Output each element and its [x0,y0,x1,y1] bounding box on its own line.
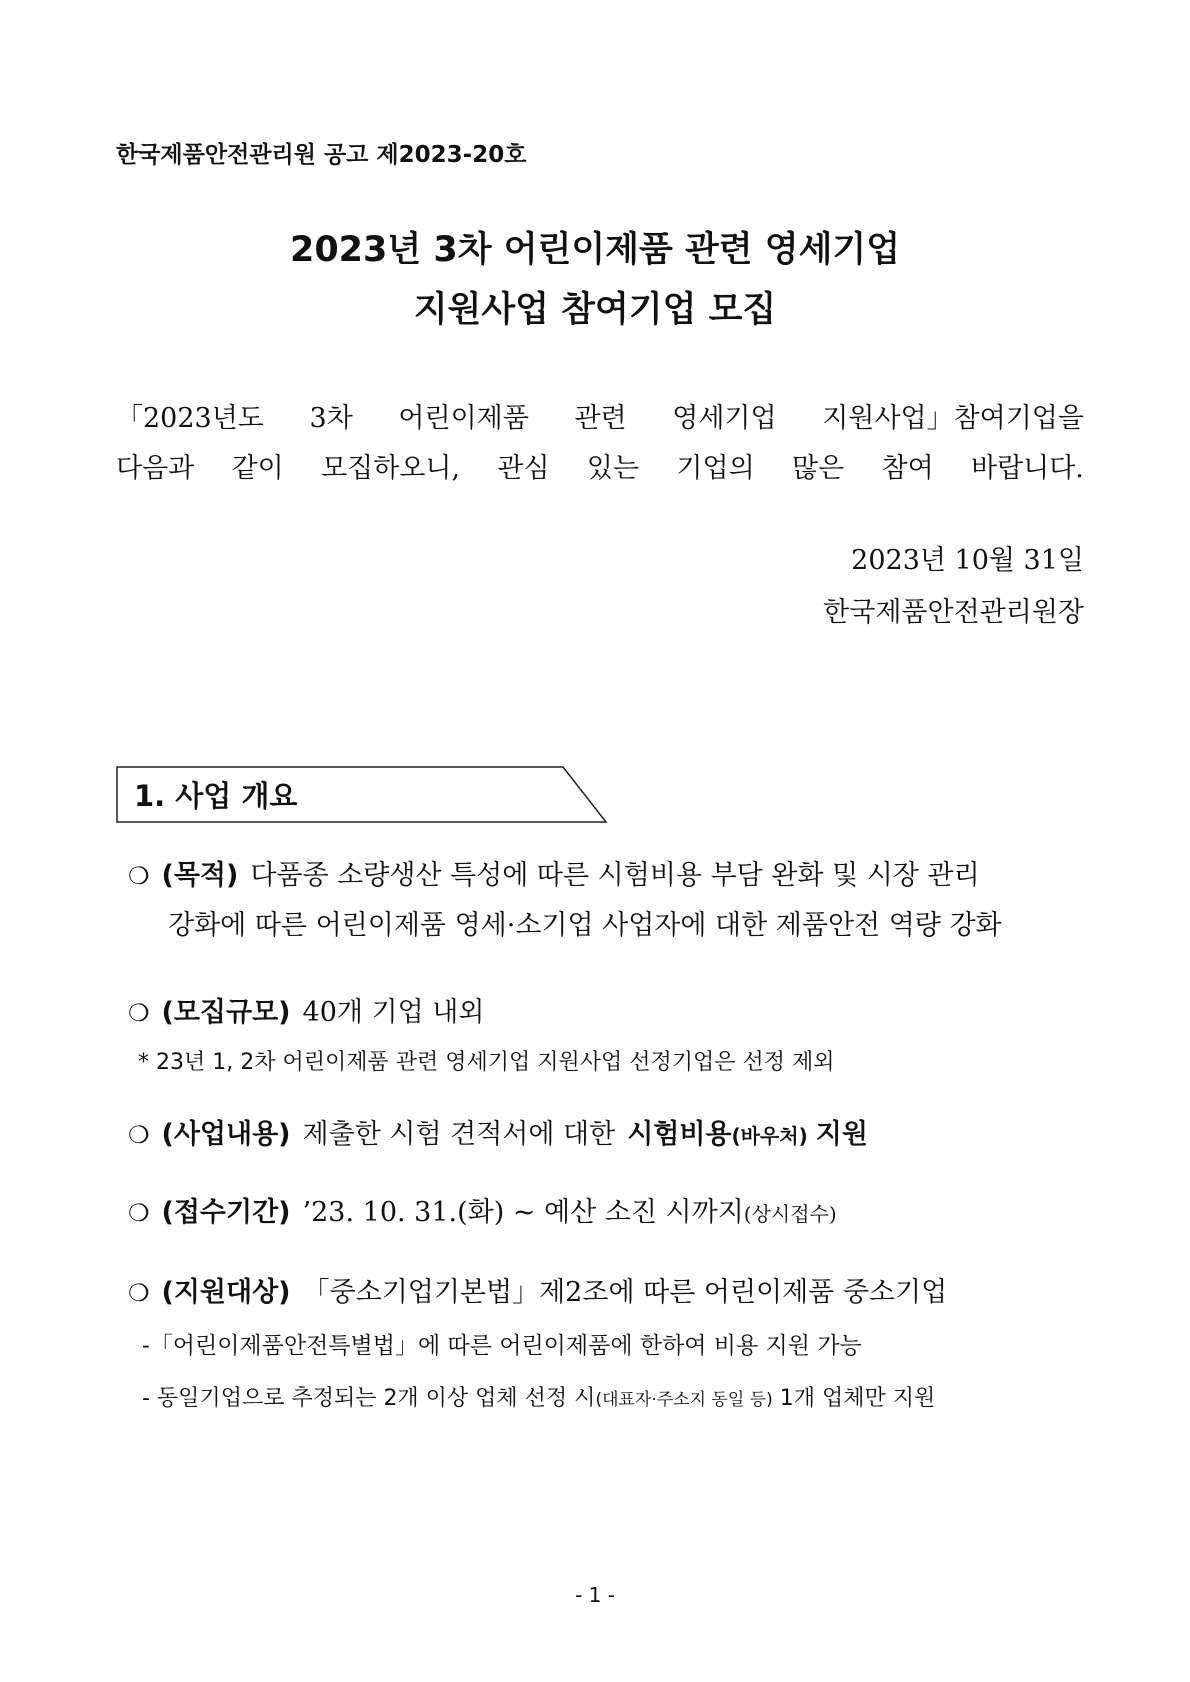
target-sub-2-b: 1개 업체만 지원 [779,1386,936,1411]
intro-word: 어린이제품 [398,403,529,434]
circle-bullet-icon: ❍ [128,999,150,1027]
title-line-2: 지원사업 참여기업 모집 [413,290,777,330]
intro-line-1 [116,396,1084,435]
intro-word: 있는 [586,453,640,484]
intro-word: 참여 [881,453,934,484]
purpose-line-2: 강화에 따른 어린이제품 영세·소기업 사업자에 대한 제품안전 역량 강화 [168,910,1002,941]
intro-word: 관심 [497,453,550,484]
intro-word: 많은 [791,453,845,484]
target-key: (지원대상) [161,1277,291,1308]
content-key: (사업내용) [161,1119,291,1150]
content-item [128,1112,880,1151]
content-emphasis-tail: 지원 [815,1119,868,1150]
intro-word: 같이 [231,453,284,484]
content-text: 제출한 시험 견적서에 대한 [302,1119,616,1150]
intro-word: 3차 [309,403,353,434]
intro-word: 영세기업 [672,403,777,434]
target-item [128,1270,947,1309]
purpose-key: (목적) [161,860,239,891]
circle-bullet-icon: ❍ [128,862,150,890]
title-line-1: 2023년 3차 어린이제품 관련 영세기업 [289,230,901,270]
target-text: 「중소기업기본법」제2조에 따른 어린이제품 중소기업 [302,1277,948,1308]
circle-bullet-icon: ❍ [128,1199,150,1227]
target-sub-1: -「어린이제품안전특별법」에 따른 어린이제품에 한하여 비용 지원 가능 [142,1333,862,1359]
scale-item [128,990,484,1029]
period-small: (상시접수) [743,1202,837,1226]
intro-word: 지원사업」참여기업을 [822,403,1084,434]
content-emphasis-small: (바우처) [731,1124,808,1148]
target-sub-2-small: (대표자·주소지 동일 등) [595,1390,773,1410]
period-item [128,1190,837,1229]
period-key: (접수기간) [161,1197,291,1228]
intro-word: 「2023년도 [116,403,264,434]
section-title: 1. 사업 개요 [134,779,298,813]
intro-word: 기업의 [676,453,755,484]
announcement-number: 한국제품안전관리원 공고 제2023-20호 [116,142,527,168]
intro-word: 바랍니다. [970,453,1084,484]
content-emphasis: 시험비용 [627,1119,732,1150]
scale-text: 40개 기업 내외 [302,997,485,1028]
period-text: ’23. 10. 31.(화) ~ 예산 소진 시까지 [302,1197,744,1228]
scale-key: (모집규모) [161,997,291,1028]
purpose-line-1: 다품종 소량생산 특성에 따른 시험비용 부담 완화 및 시장 관리 [250,860,980,891]
purpose-item [128,853,980,892]
intro-word: 모집하오니, [321,453,461,484]
target-sub-2 [142,1381,935,1412]
page-number: - 1 - [575,1583,615,1607]
scale-note: * 23년 1, 2차 어린이제품 관련 영세기업 지원사업 선정기업은 선정 제외 [138,1050,835,1075]
section-header [116,766,608,824]
circle-bullet-icon: ❍ [128,1121,150,1149]
intro-word: 관련 [574,403,627,434]
issuer-name: 한국제품안전관리원장 [823,597,1084,628]
intro-line-2 [116,446,1084,485]
intro-word: 다음과 [116,453,195,484]
announcement-date: 2023년 10월 31일 [851,545,1084,576]
circle-bullet-icon: ❍ [128,1279,150,1307]
target-sub-2-a: - 동일기업으로 추정되는 2개 이상 업체 선정 시 [142,1386,596,1411]
